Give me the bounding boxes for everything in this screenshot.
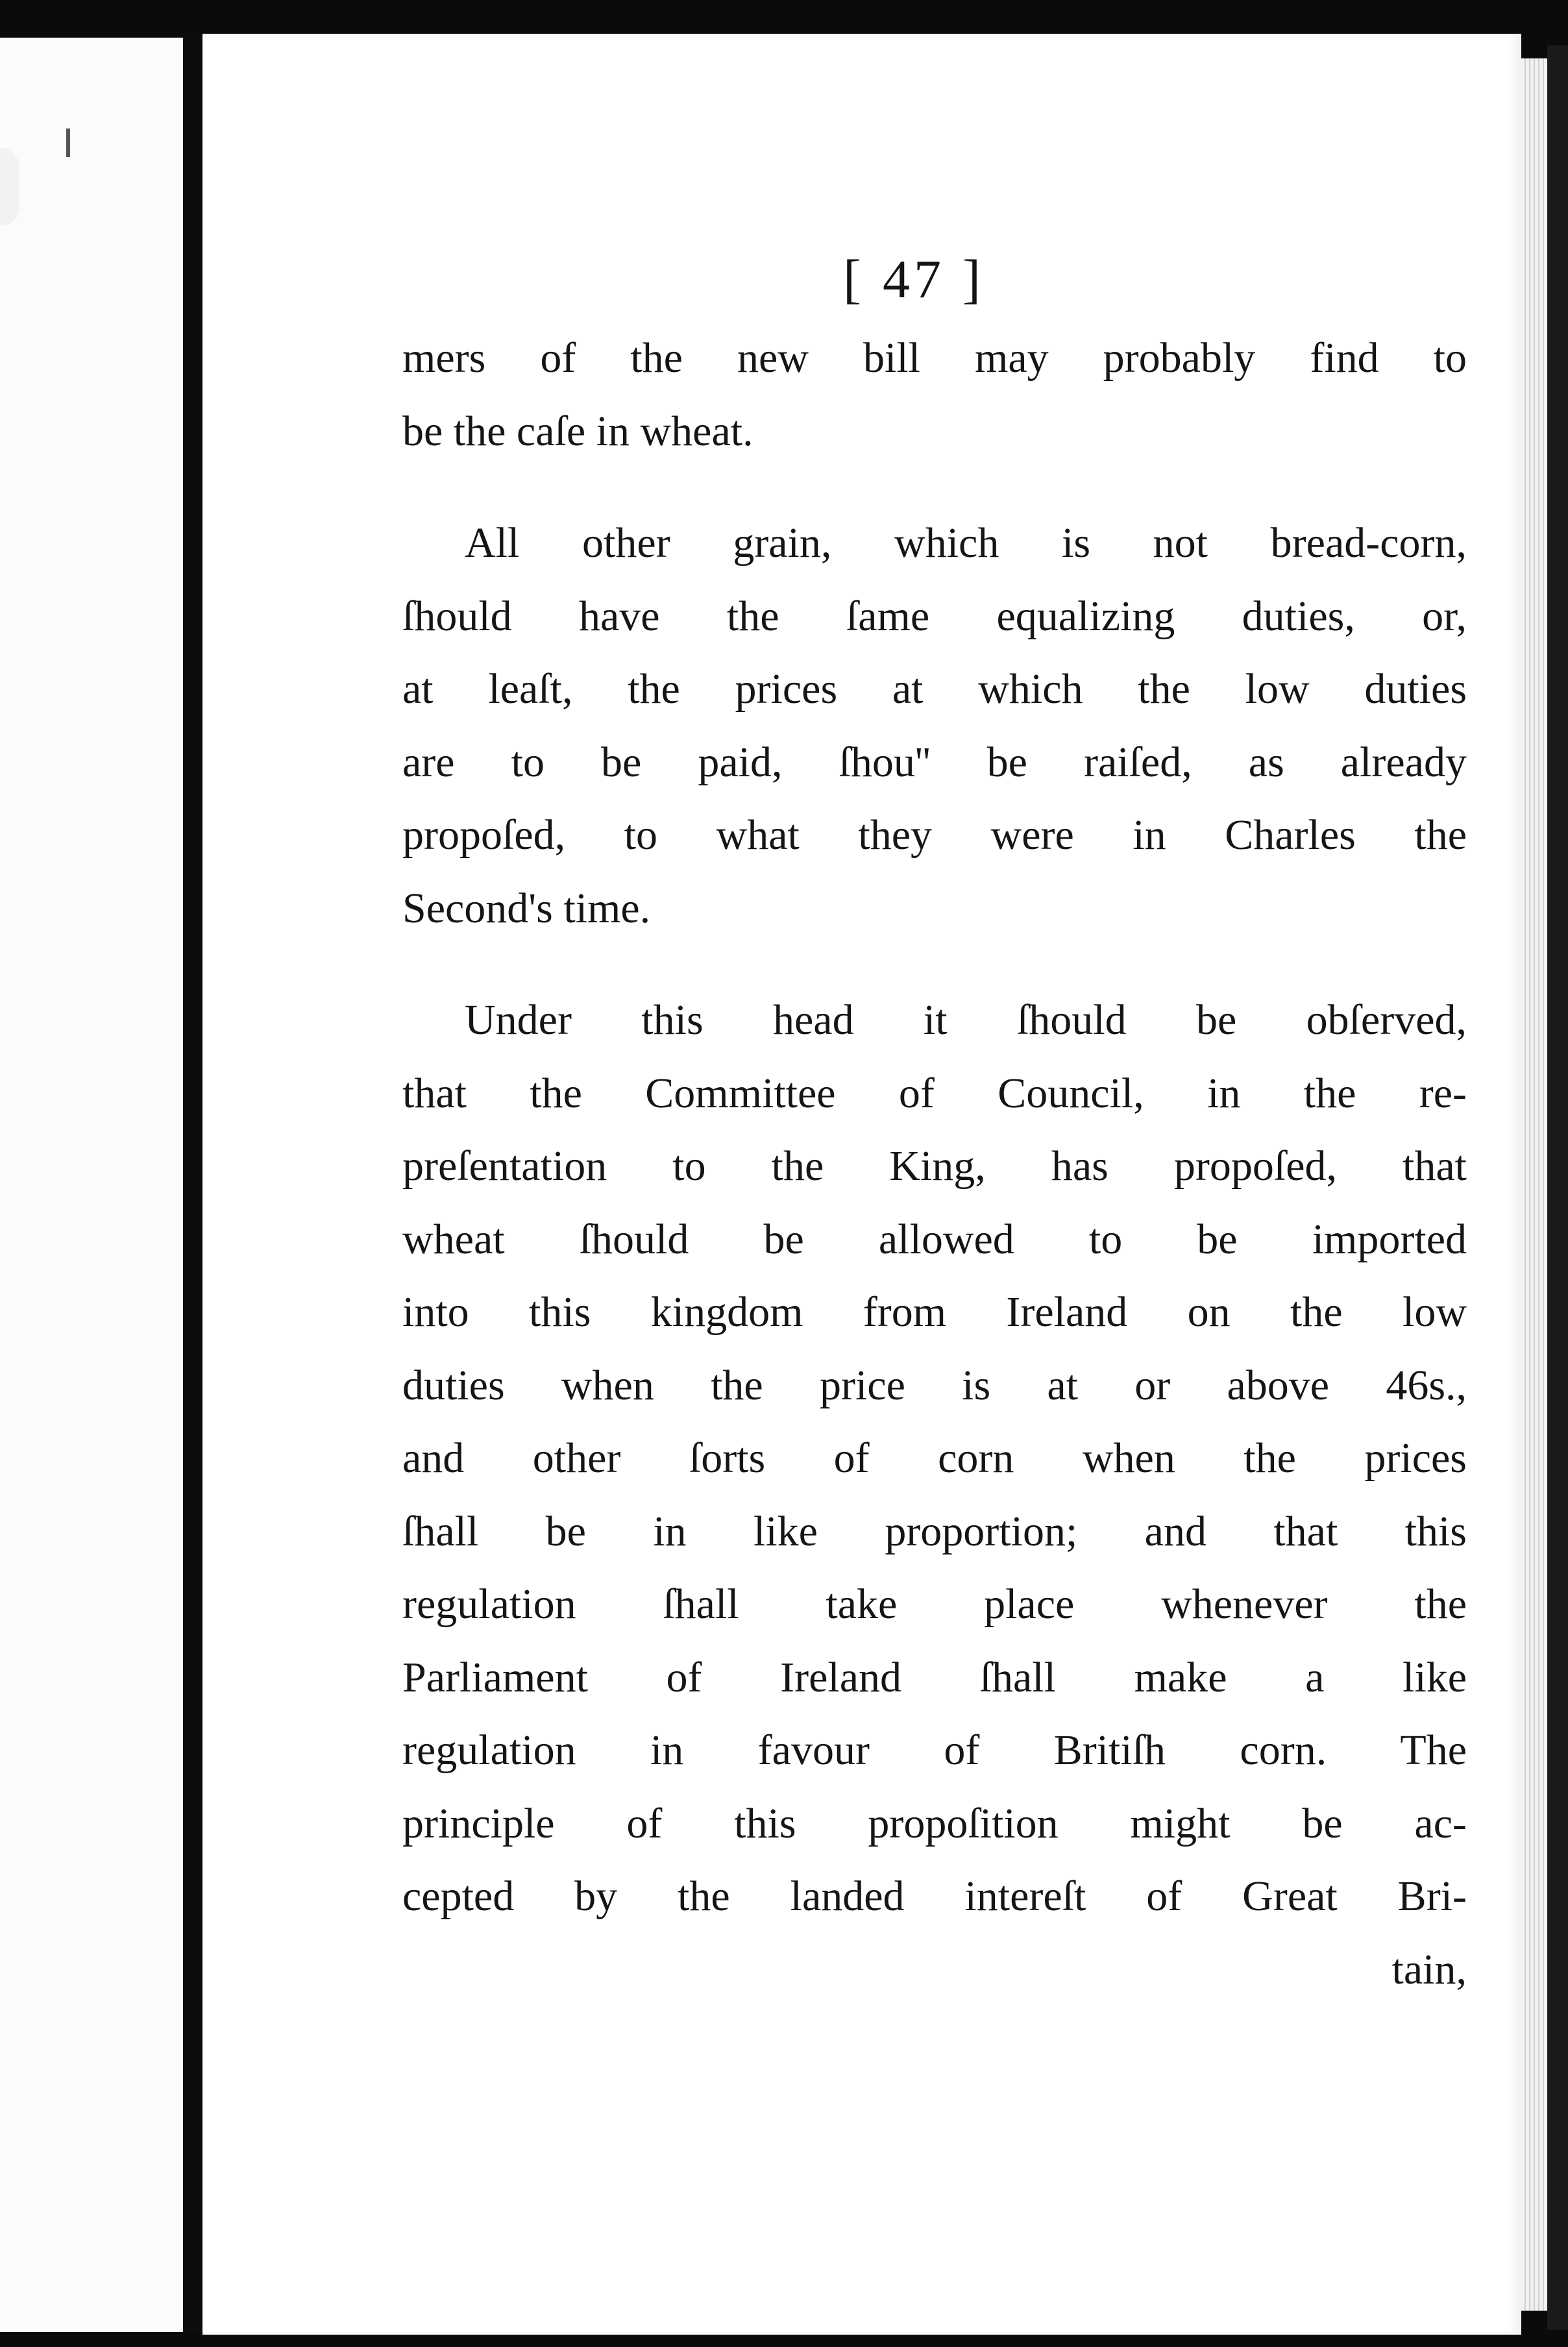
text-line: Under this head it ſhould be obſerved, <box>465 996 1467 1044</box>
text-line: ſhall be in like proportion; and that this <box>402 1507 1467 1555</box>
text-line: regulation ſhall take place whenever the <box>402 1580 1467 1628</box>
text-line: Parliament of Ireland ſhall make a like <box>402 1653 1467 1701</box>
text-line: at leaſt, the prices at which the low duties <box>402 665 1467 713</box>
text-line: are to be paid, ſhou'' be raiſed, as already <box>402 738 1467 786</box>
text-line: mers of the new bill may probably find to <box>402 334 1467 382</box>
page-stack-edge <box>1521 58 1547 2311</box>
facing-page-edge <box>0 38 183 2332</box>
text-line: propoſed, to what they were in Charles the <box>402 811 1467 859</box>
book-cover-edge <box>1547 45 1568 2330</box>
text-line: be the caſe in wheat. <box>402 407 753 455</box>
text-line: that the Committee of Council, in the re- <box>402 1069 1467 1117</box>
text-line: principle of this propoſition might be ac- <box>402 1799 1467 1847</box>
page-blemish <box>0 148 19 226</box>
text-line: ſhould have the ſame equalizing duties, or, <box>402 592 1467 640</box>
ink-mark <box>66 129 70 157</box>
text-line: and other ſorts of corn when the prices <box>402 1434 1467 1482</box>
body-text <box>402 322 1467 2006</box>
text-line: regulation in favour of Britiſh corn. The <box>402 1726 1467 1774</box>
text-line: All other grain, which is not bread-corn, <box>465 519 1467 567</box>
text-line: cepted by the landed intereſt of Great Bri- <box>402 1873 1467 1920</box>
catchword: tain, <box>1391 1945 1467 1993</box>
text-line: preſentation to the King, has propoſed, that <box>402 1142 1467 1190</box>
text-line: wheat ſhould be allowed to be imported <box>402 1215 1467 1263</box>
book-page <box>202 34 1521 2335</box>
book-gutter <box>183 38 202 2332</box>
text-line: into this kingdom from Ireland on the low <box>402 1288 1467 1336</box>
text-line: duties when the price is at or above 46s., <box>402 1361 1467 1409</box>
text-line: Second's time. <box>402 884 651 932</box>
page-number: [ 47 ] <box>843 249 985 310</box>
